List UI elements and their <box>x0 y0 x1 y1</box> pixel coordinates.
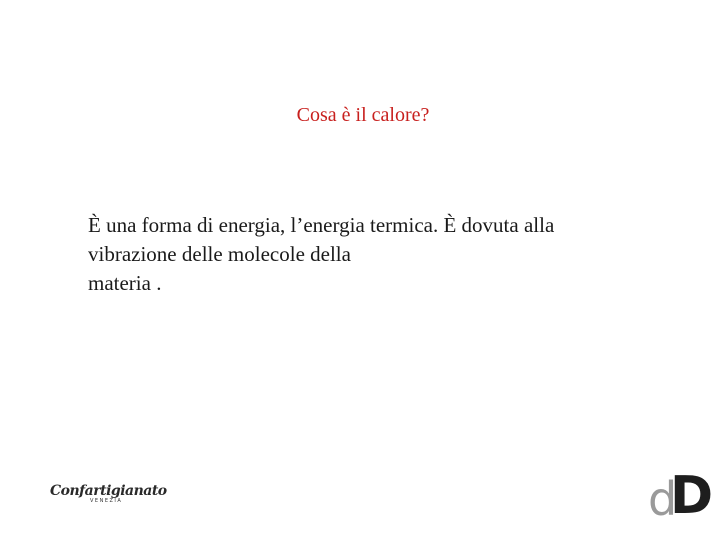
slide-title: Cosa è il calore? <box>296 104 430 126</box>
dd-logo <box>648 466 714 526</box>
body-line-1: È una forma di energia, l’energia termica. È dovuta alla <box>88 213 555 237</box>
body-line-2: vibrazione delle molecole della <box>88 242 351 266</box>
dd-logo-small-d: d <box>648 472 678 526</box>
confartigianato-logo <box>50 483 167 509</box>
slide-body <box>88 211 648 298</box>
body-line-3: materia . <box>88 271 162 295</box>
logo-script-text: Confartigianato <box>50 483 167 499</box>
logo-subtext: VENEZIA <box>90 498 123 504</box>
dd-logo-large-d: D <box>670 466 714 526</box>
